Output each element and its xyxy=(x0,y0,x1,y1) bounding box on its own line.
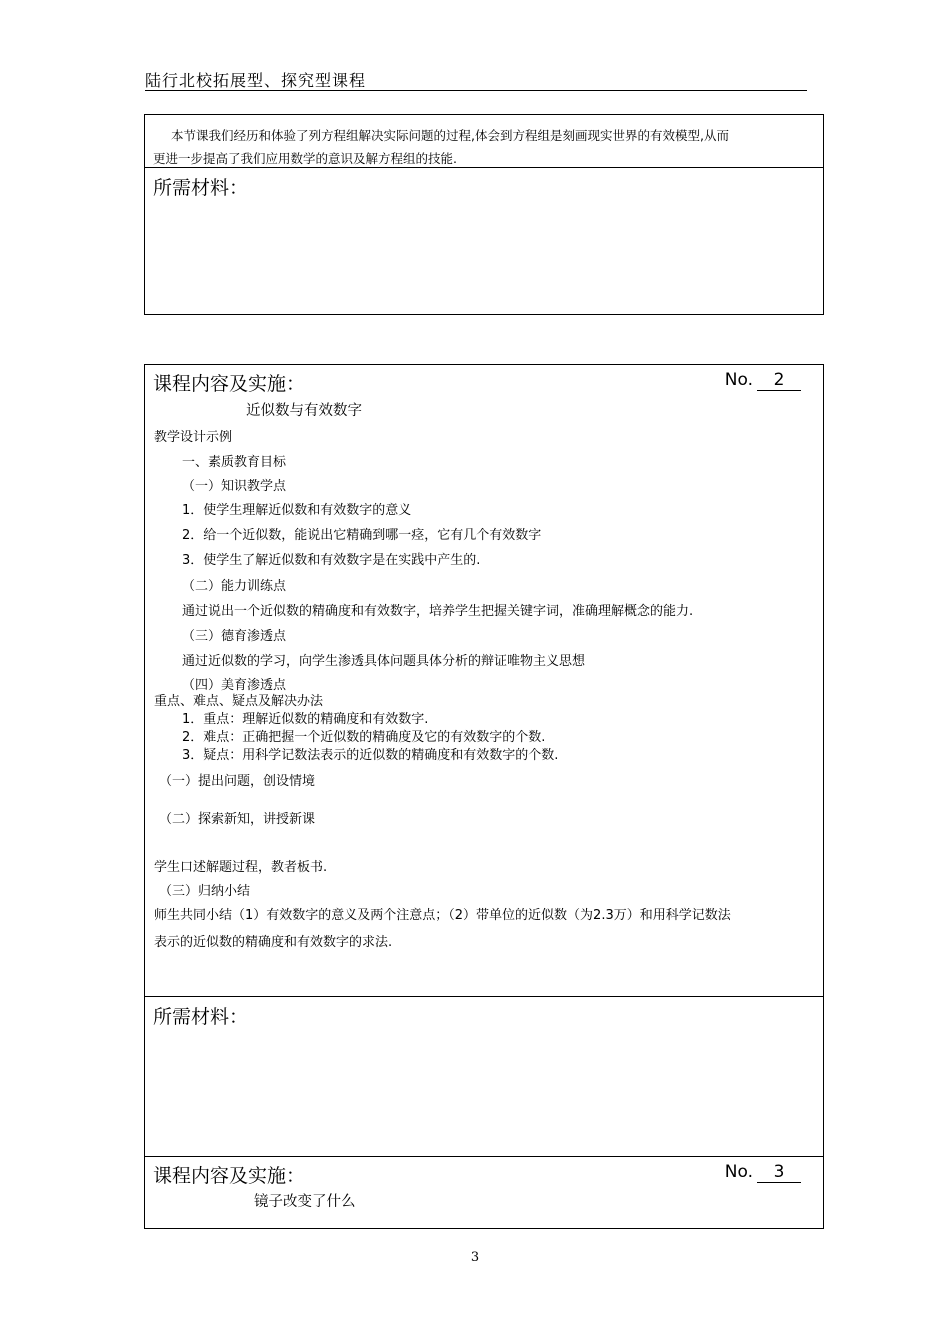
materials-label: 所需材料： xyxy=(153,177,249,199)
course-content-cell-2 xyxy=(145,365,823,996)
text-line: 通过近似数的学习，向学生渗透具体问题具体分析的辩证唯物主义思想 xyxy=(182,654,586,669)
text-line: 1．使学生理解近似数和有效数字的意义 xyxy=(182,503,412,518)
text-line: 1．重点：理解近似数的精确度和有效数字. xyxy=(182,712,429,727)
materials-cell-1 xyxy=(145,167,823,314)
text-line: 3．疑点：用科学记数法表示的近似数的精确度和有效数字的个数. xyxy=(182,748,559,763)
header-rule xyxy=(145,90,807,91)
page-number: 3 xyxy=(470,1250,480,1265)
text-line: 教学设计示例 xyxy=(154,430,233,445)
summary-line-2: 更进一步提高了我们应用数学的意识及解方程组的技能. xyxy=(153,151,457,166)
text-line: 3．使学生了解近似数和有效数字是在实践中产生的. xyxy=(182,553,481,568)
text-line: 通过说出一个近似数的精确度和有效数字，培养学生把握关键字词，准确理解概念的能力. xyxy=(182,604,694,619)
text-line: 一、素质教育目标 xyxy=(182,455,287,470)
materials-cell-2 xyxy=(145,996,823,1156)
summary-cell xyxy=(145,115,823,167)
course-content-heading: 课程内容及实施： xyxy=(153,373,306,395)
text-line: （四）美育渗透点 xyxy=(182,678,287,693)
text-line: 2．难点：正确把握一个近似数的精确度及它的有效数字的个数. xyxy=(182,730,546,745)
lesson-number-label: No. xyxy=(724,1162,753,1182)
text-line: （二）能力训练点 xyxy=(182,579,287,594)
text-line: 表示的近似数的精确度和有效数字的求法. xyxy=(154,935,393,950)
table-box-2 xyxy=(144,364,824,1229)
text-line: （一）知识教学点 xyxy=(182,479,287,494)
lesson-title: 镜子改变了什么 xyxy=(254,1194,356,1210)
text-line: （三）归纳小结 xyxy=(159,884,251,899)
lesson-number-label: No. xyxy=(724,370,753,390)
lesson-title: 近似数与有效数字 xyxy=(246,403,362,419)
text-line: 重点、难点、疑点及解决办法 xyxy=(154,694,324,709)
lesson-number xyxy=(725,1162,801,1183)
table-box-1 xyxy=(144,114,824,315)
text-line: （二）探索新知，讲授新课 xyxy=(159,812,316,827)
lesson-number xyxy=(725,370,801,391)
text-line: 学生口述解题过程，教者板书. xyxy=(154,860,328,875)
text-line: 2．给一个近似数，能说出它精确到哪一痉，它有几个有效数字 xyxy=(182,528,542,543)
lesson-number-value: 2 xyxy=(757,370,801,391)
lesson-number-value: 3 xyxy=(757,1162,801,1183)
text-line: （一）提出问题，创设情境 xyxy=(159,774,316,789)
course-header-title: 陆行北校拓展型、探究型课程 xyxy=(145,71,367,90)
course-content-heading: 课程内容及实施： xyxy=(153,1165,306,1187)
materials-label: 所需材料： xyxy=(153,1006,249,1028)
course-content-cell-3 xyxy=(145,1156,823,1228)
text-line: 师生共同小结（1）有效数字的意义及两个注意点；（2）带单位的近似数（为2.3万）和用科学记数法 xyxy=(154,908,731,923)
summary-line-1: 本节课我们经历和体验了列方程组解决实际问题的过程,体会到方程组是刻画现实世界的有效模型,从而 xyxy=(171,128,729,143)
text-line: （三）德育渗透点 xyxy=(182,629,287,644)
